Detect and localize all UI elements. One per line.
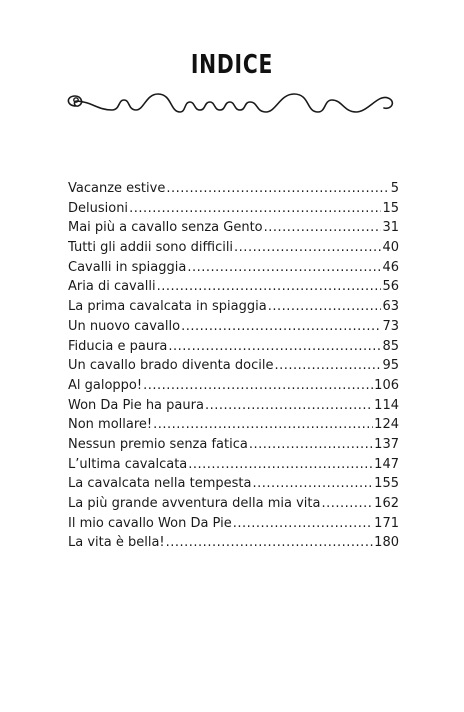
toc-entry-page-number: 15 xyxy=(382,200,399,216)
toc-entry-page-number: 114 xyxy=(374,397,399,413)
toc-dot-leader xyxy=(168,339,381,354)
toc-entry-page-number: 85 xyxy=(382,338,399,354)
toc-dot-leader xyxy=(166,535,374,550)
toc-entry-page-number: 63 xyxy=(382,299,399,315)
toc-dot-leader xyxy=(153,417,373,432)
toc-entry[interactable] xyxy=(68,319,399,339)
toc-entry-page-number: 155 xyxy=(374,476,399,492)
toc-entry-page-number: 106 xyxy=(374,377,399,393)
toc-dot-leader xyxy=(188,457,373,472)
toc-dot-leader xyxy=(268,299,382,314)
toc-entry-page-number: 180 xyxy=(374,535,399,551)
toc-entry-title: La vita è bella! xyxy=(68,535,165,551)
toc-entry-title: Tutti gli addii sono difficili xyxy=(68,240,234,256)
toc-entry[interactable] xyxy=(68,260,399,280)
toc-entry-title: Vacanze estive xyxy=(68,181,166,196)
toc-entry-page-number: 124 xyxy=(374,417,399,433)
toc-entry[interactable] xyxy=(68,535,399,555)
toc-dot-leader xyxy=(181,319,381,334)
toc-entry-title: Cavalli in spiaggia xyxy=(68,259,187,275)
toc-entry[interactable] xyxy=(68,240,399,260)
toc-entry[interactable] xyxy=(68,378,399,398)
toc-entry[interactable] xyxy=(68,220,399,240)
toc-entry[interactable] xyxy=(68,496,399,516)
toc-dot-leader xyxy=(143,378,373,393)
toc-entry[interactable] xyxy=(68,398,399,418)
toc-entry-page-number: 147 xyxy=(374,456,399,472)
toc-dot-leader xyxy=(264,220,382,235)
toc-dot-leader xyxy=(252,476,373,491)
toc-entry-title: Delusioni xyxy=(68,200,129,216)
toc-entry[interactable] xyxy=(68,181,399,201)
toc-entry-title: Mai più a cavallo senza Gento xyxy=(68,220,263,236)
toc-entry[interactable] xyxy=(68,457,399,477)
toc-entry-title: Al galoppo! xyxy=(68,377,143,393)
toc-dot-leader xyxy=(187,260,381,275)
toc-entry-title: Fiducia e paura xyxy=(68,338,168,354)
toc-entry-title: La cavalcata nella tempesta xyxy=(68,476,252,492)
toc-entry-page-number: 5 xyxy=(390,181,399,196)
toc-entry-page-number: 46 xyxy=(382,259,399,275)
toc-dot-leader xyxy=(274,358,381,373)
toc-dot-leader xyxy=(205,398,373,413)
toc-entry-page-number: 31 xyxy=(382,220,399,236)
toc-entry[interactable] xyxy=(68,201,399,221)
toc-entry[interactable] xyxy=(68,299,399,319)
toc-entry-title: Il mio cavallo Won Da Pie xyxy=(68,515,232,531)
toc-dot-leader xyxy=(166,181,389,196)
toc-dot-leader xyxy=(234,240,381,255)
toc-entry[interactable] xyxy=(68,417,399,437)
toc-entry-title: La prima cavalcata in spiaggia xyxy=(68,299,267,315)
toc-entry[interactable] xyxy=(68,516,399,536)
toc-entry-page-number: 171 xyxy=(374,515,399,531)
toc-dot-leader xyxy=(233,516,373,531)
toc-entry-page-number: 162 xyxy=(374,496,399,511)
toc-entry[interactable] xyxy=(68,437,399,457)
toc-entry-title: Un cavallo brado diventa docile xyxy=(68,358,274,374)
decorative-flourish-icon xyxy=(62,88,402,120)
toc-entry-title: Un nuovo cavallo xyxy=(68,318,181,334)
toc-dot-leader xyxy=(321,496,373,511)
toc-entry[interactable] xyxy=(68,358,399,378)
toc-entry-page-number: 40 xyxy=(382,240,399,256)
toc-entry-title: Aria di cavalli xyxy=(68,279,156,295)
toc-dot-leader xyxy=(129,201,381,216)
toc-entry-title: Non mollare! xyxy=(68,417,153,433)
toc-entry-title: La più grande avventura della mia vita xyxy=(68,496,321,511)
toc-entry-title: L’ultima cavalcata xyxy=(68,456,188,472)
toc-entry[interactable] xyxy=(68,476,399,496)
toc-entry-page-number: 137 xyxy=(374,436,399,452)
toc-dot-leader xyxy=(249,437,373,452)
toc-entry-page-number: 95 xyxy=(382,358,399,374)
toc-entry-title: Won Da Pie ha paura xyxy=(68,397,204,413)
toc-entry[interactable] xyxy=(68,339,399,359)
toc-entry-page-number: 73 xyxy=(382,318,399,334)
toc-entry-page-number: 56 xyxy=(382,279,399,295)
page-title: INDICE xyxy=(190,50,274,80)
toc-entry-title: Nessun premio senza fatica xyxy=(68,436,248,452)
table-of-contents xyxy=(68,181,399,555)
toc-entry[interactable] xyxy=(68,279,399,299)
toc-dot-leader xyxy=(157,279,382,294)
